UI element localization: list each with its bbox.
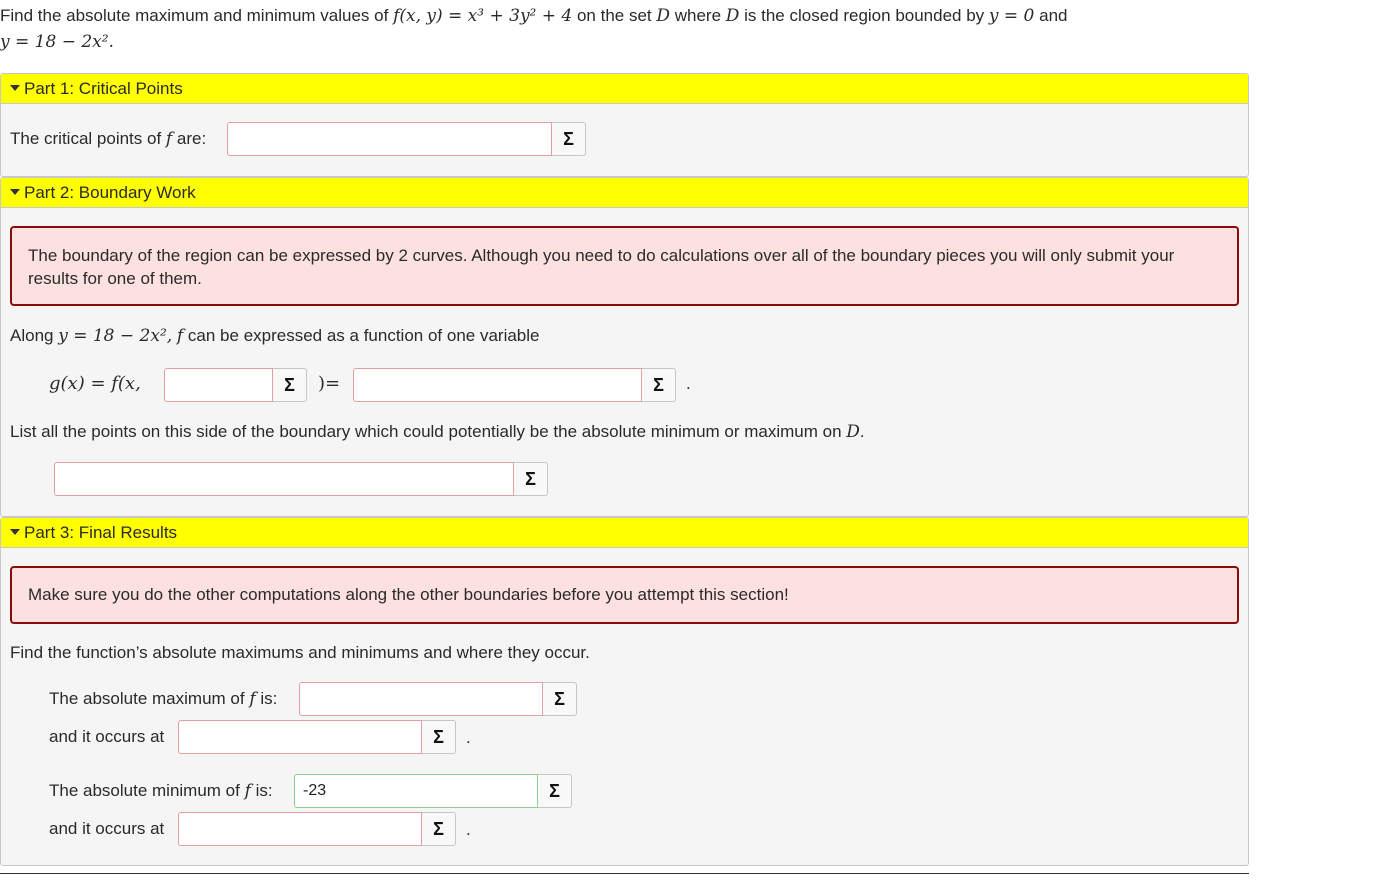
sigma-icon[interactable]: Σ [273,368,307,402]
sigma-icon[interactable]: Σ [642,368,676,402]
function-math: f(x, y) = x³ + 3y² + 4 [393,6,573,26]
final-warning [10,566,1239,624]
close-paren-equals: )= [318,373,341,394]
critical-points-label: The critical points of f are: [10,129,207,149]
list-points-label: List all the points on this side of the boundary which could potentially be the absolute minimum or maximum on D. [10,422,865,442]
period: . [466,820,471,839]
critical-points-input[interactable] [227,122,552,156]
max-label: The absolute maximum of f is: [49,689,278,709]
max-value-input[interactable] [299,682,543,716]
boundary-warning [10,226,1239,306]
question-boundary: y = 18 − 2x². [0,32,114,52]
final-warning-text: Make sure you do the other computations along the other boundaries before you attempt this section! [28,585,789,604]
part2-header[interactable] [1,178,1248,208]
part3-title: Part 3: Final Results [24,523,178,542]
part1-panel [0,73,1249,177]
along-label: Along y = 18 − 2x², f can be expressed as a function of one variable [10,326,540,346]
boundary-y-input[interactable] [164,368,273,402]
min-location-input[interactable] [178,812,422,846]
min-label: The absolute minimum of f is: [49,781,273,801]
question-text: Find the absolute maximum and minimum values of f(x, y) = x³ + 3y² + 4 on the set D where D is the closed region bounded by y = 0 and [0,6,1068,26]
max-occurs-label: and it occurs at [49,727,165,746]
sigma-icon[interactable]: Σ [543,682,577,716]
part3-header[interactable] [1,518,1248,548]
sigma-icon[interactable]: Σ [422,812,456,846]
boundary-points-input[interactable] [54,462,514,496]
period: . [466,728,471,747]
g-expression: g(x) = f(x, [49,373,141,394]
sigma-icon[interactable]: Σ [552,122,586,156]
collapse-triangle-icon[interactable] [10,529,20,535]
final-instructions: Find the function’s absolute maximums and minimums and where they occur. [10,643,590,662]
part3-panel [0,517,1249,866]
part2-panel [0,177,1249,517]
sigma-icon[interactable]: Σ [538,774,572,808]
min-value-input[interactable]: -23 [294,774,538,808]
collapse-triangle-icon[interactable] [10,85,20,91]
sigma-icon[interactable]: Σ [422,720,456,754]
collapse-triangle-icon[interactable] [10,189,20,195]
period: . [686,374,691,393]
part1-title: Part 1: Critical Points [24,79,183,98]
min-occurs-label: and it occurs at [49,819,165,838]
max-location-input[interactable] [178,720,422,754]
sigma-icon[interactable]: Σ [514,462,548,496]
part1-header[interactable] [1,74,1248,104]
part2-title: Part 2: Boundary Work [24,183,196,202]
g-function-input[interactable] [353,368,642,402]
boundary-warning-text: The boundary of the region can be expressed by 2 curves. Although you need to do calculations over all of the boundary pieces you will only submit your results for one of them. [28,246,1175,288]
divider [0,873,1249,874]
